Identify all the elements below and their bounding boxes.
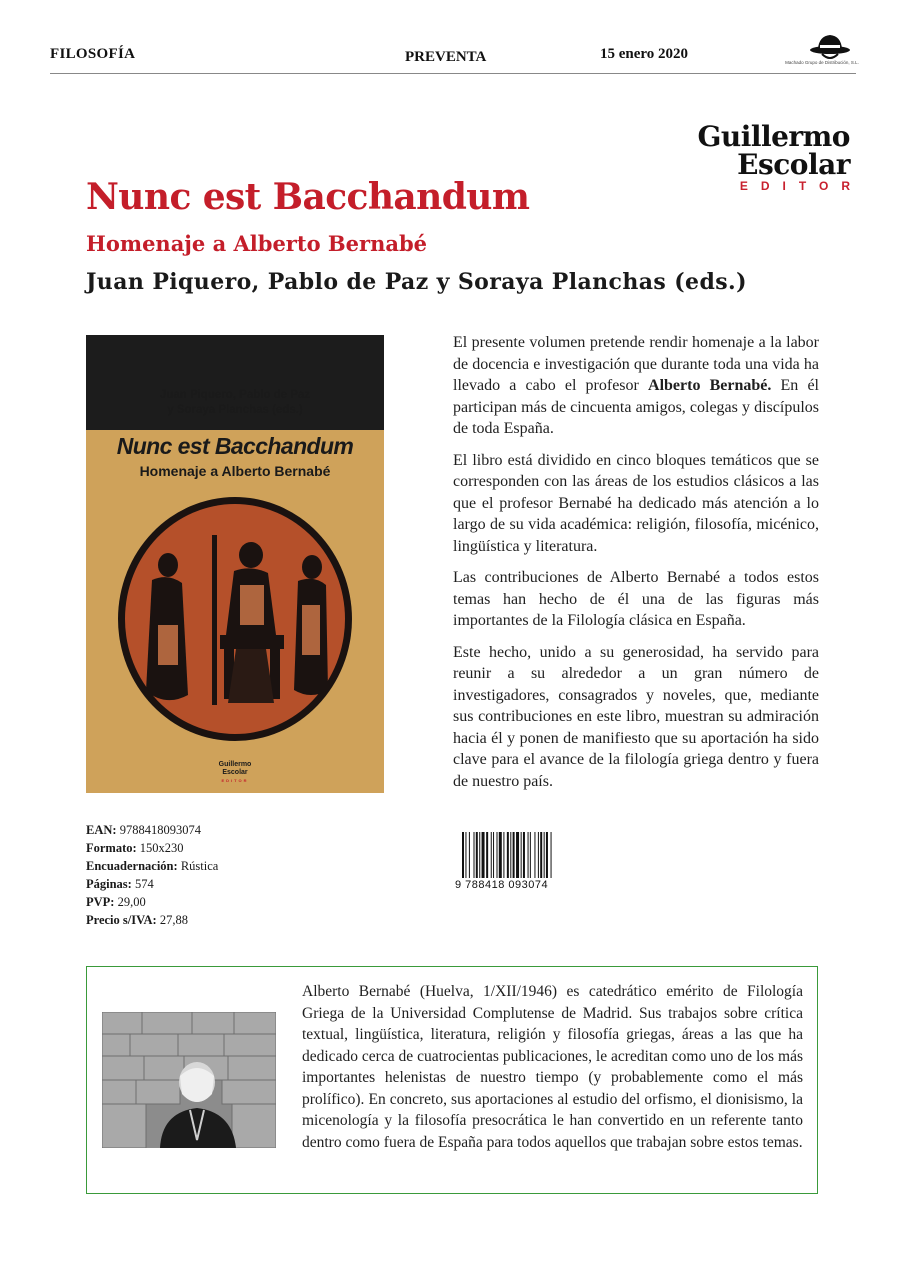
section-label: FILOSOFÍA [50, 46, 136, 62]
description-paragraph-3: Las contribuciones de Alberto Bernabé a todos estos temas han hecho de él una de las figuras más importantes de la Filología clásica en España. [453, 569, 819, 629]
spec-row: EAN: 9788418093074 [86, 823, 201, 837]
publisher-logo-line1: Guillermo [697, 120, 850, 153]
publisher-logo-line2: Escolar [737, 148, 850, 181]
barcode-bar [540, 832, 542, 878]
publisher-logo [680, 120, 863, 193]
barcode-bar [465, 832, 466, 878]
spec-row: Formato: 150x230 [86, 841, 184, 855]
description-paragraph-2: El libro está dividido en cinco bloques temáticos que se corresponden con las áreas de los estudios clásicos a las que el profesor Bernabé ha dedicado más atención a lo largo de su vida académica: religión, filosofía, micénico, lingüística y literatura. [453, 451, 819, 555]
author-photo [102, 1012, 276, 1148]
author-biography: Alberto Bernabé (Huelva, 1/XII/1946) es catedrático emérito de Filología Griega de la Universidad Complutense de Madrid. Sus trabajos sobre crítica textual, lingüística, literatura, religión y filosofía griegas, áreas a las que ha dedicado cerca de cuatrocientas publicaciones, le acreditan como uno de los más importantes helenistas de nuestro tiempo (y probablemente como el más prolífico). En concreto, sus aportaciones al estudio del orfismo, el dionisismo, la micenología y la filosofía presocrática le han convertido en un referente tanto dentro como fuera de España para todos aquellos que trabajan sobre estos temas. [302, 983, 803, 1151]
barcode-bar [538, 832, 539, 878]
barcode-bar [528, 832, 529, 878]
barcode-bar [499, 832, 502, 878]
barcode-bar [497, 832, 498, 878]
status-label: PREVENTA [405, 49, 487, 65]
barcode-bar [523, 832, 525, 878]
barcode-bar [462, 832, 464, 878]
barcode-bar [546, 832, 548, 878]
barcode-bar [521, 832, 522, 878]
release-date: 15 enero 2020 [600, 46, 689, 62]
book-specs [86, 821, 218, 929]
spec-row: PVP: 29,00 [86, 895, 146, 909]
book-authors: Juan Piquero, Pablo de Paz y Soraya Planchas (eds.) [86, 269, 747, 295]
barcode-bar [507, 832, 509, 878]
book-title: Nunc est Bacchandum [86, 176, 530, 218]
cover-editors-line1: Juan Piquero, Pablo de Paz [159, 389, 311, 401]
header-divider [50, 73, 856, 74]
publisher-logo-line3: EDITOR [739, 179, 863, 193]
barcode-bar [479, 832, 480, 878]
description-paragraph-1: El presente volumen pretende rendir homenaje a la labor de docencia e investigación que durante toda una vida ha llevado a cabo el profesor Alberto Bernabé. En él participan más de cincuenta amigos, colegas y discípulos de toda España. [453, 334, 819, 437]
cover-publisher-line2: Escolar [222, 769, 248, 776]
spec-row: Páginas: 574 [86, 877, 154, 891]
description-paragraph-4: Este hecho, unido a su generosidad, ha servido para reunir a su alrededor a un gran número de investigadores, consagrados y noveles, que, mediante sus contribuciones en este libro, muestran su admiración hacia él y ponen de manifiesto que su aportación ha sido clave para el avance de la filología griega dentro y fuera de nuestro país. [453, 643, 819, 790]
cover-publisher-line1: Guillermo [218, 761, 252, 768]
barcode-bar [493, 832, 494, 878]
barcode-bar [503, 832, 504, 878]
barcode-bar [486, 832, 488, 878]
distributor-caption: Machado Grupo de Distribución, S.L. [785, 60, 859, 65]
barcode-bar [551, 832, 552, 878]
book-subtitle: Homenaje a Alberto Bernabé [86, 231, 427, 256]
cover-subtitle: Homenaje a Alberto Bernabé [139, 463, 331, 479]
spec-row: Encuadernación: Rústica [86, 859, 219, 873]
barcode-bar [476, 832, 478, 878]
cover-publisher-line3: EDITOR [221, 778, 249, 783]
cover-vase-painting [116, 495, 354, 743]
cover-title: Nunc est Bacchandum [116, 433, 354, 459]
barcode-bar [469, 832, 470, 878]
barcode-bar [474, 832, 475, 878]
barcode-bar [513, 832, 515, 878]
barcode-bar [534, 832, 535, 878]
book-description [453, 332, 819, 802]
book-cover [86, 335, 384, 793]
barcode-bar [544, 832, 545, 878]
barcode-bar [530, 832, 531, 878]
barcode-bar [516, 832, 519, 878]
cover-editors-line2: y Soraya Planchas (eds.) [167, 404, 303, 416]
barcode-bar [482, 832, 485, 878]
barcode-bar [491, 832, 492, 878]
barcode-digits: 9 788418 093074 [455, 879, 549, 891]
honoree-name: Alberto Bernabé. [648, 377, 772, 394]
barcode-bar [510, 832, 511, 878]
spec-row: Precio s/IVA: 27,88 [86, 913, 188, 927]
